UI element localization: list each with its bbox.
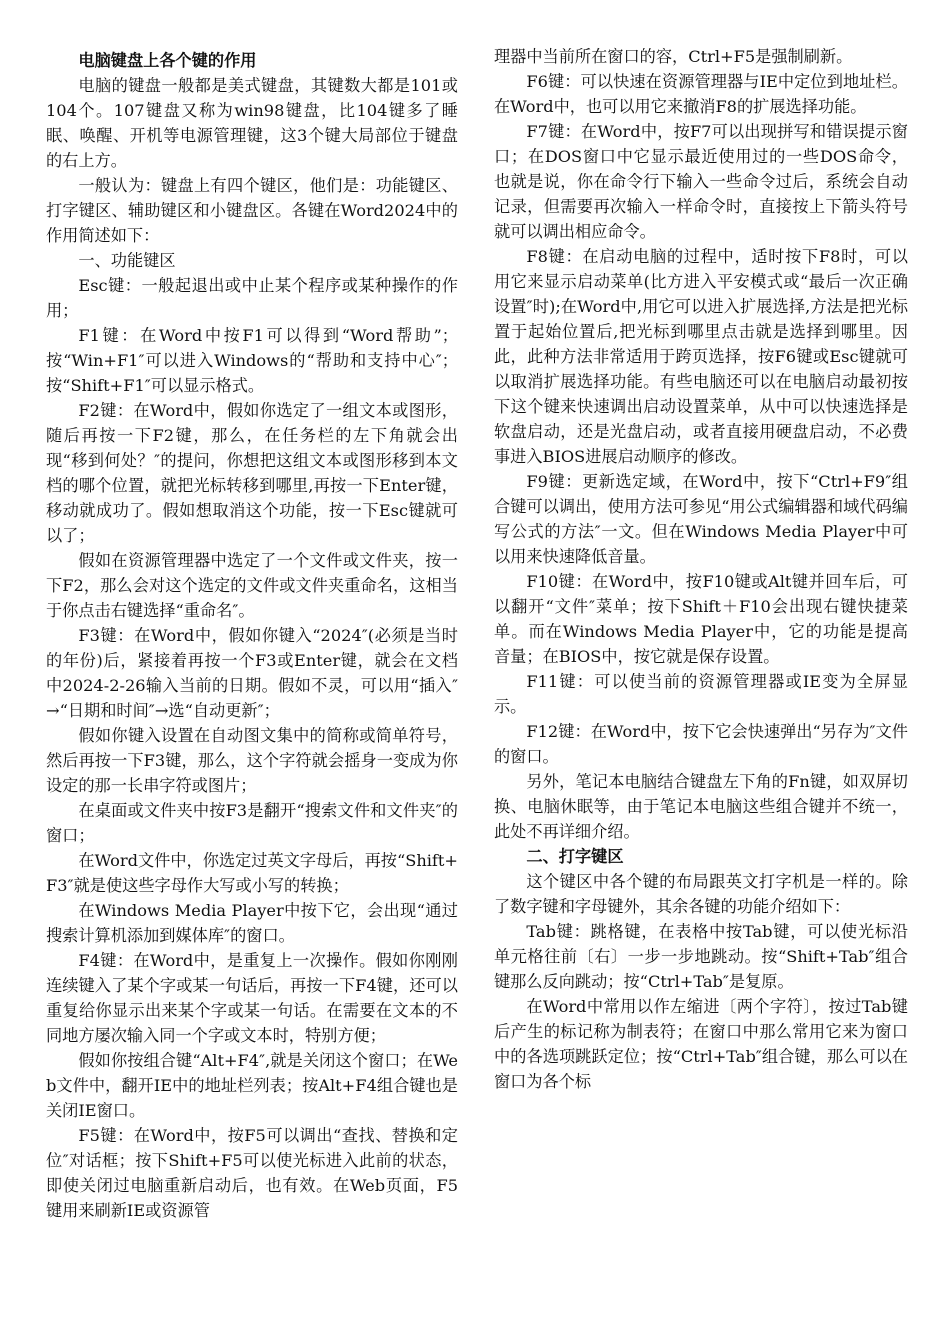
paragraph: F3键：在Word中，假如你键入“2024″(必须是当时的年份)后，紧接着再按一个F3或Enter键，就会在文档中2024-2-26输入当前的日期。假如不灵，可以用“插入″→“日期和时间″→选“自动更新″； xyxy=(46,626,458,720)
section-heading: 一、功能键区 xyxy=(78,251,176,270)
paragraph: F7键：在Word中，按F7可以出现拼写和错误提示窗口；在DOS窗口中它显示最近使用过的一些DOS命令，也就是说，你在命令行下输入一些命令过后，系统会自动记录，但需要再次输入一样命令时，直接按上下箭头符号就可以调出相应命令。 xyxy=(494,122,908,241)
right-column xyxy=(494,44,908,1094)
paragraph: F2键：在Word中，假如你选定了一组文本或图形，随后再按一下F2键，那么，在任务栏的左下角就会出现“移到何处？″的提问，你想把这组文本或图形移到本文档的哪个位置，就把光标转移到哪里,再按一下Enter键，移动就成功了。假如想取消这个功能，按一下Esc键就可以了； xyxy=(46,401,458,545)
paragraph: 电脑的键盘一般都是美式键盘，其键数大都是101或104个。107键盘又称为win98键盘，比104键多了睡眠、唤醒、开机等电源管理键，这3个键大局部位于键盘的右上方。 xyxy=(46,76,458,170)
paragraph: 这个键区中各个键的布局跟英文打字机是一样的。除了数字键和字母键外，其余各键的功能介绍如下： xyxy=(494,872,908,916)
paragraph: F12键：在Word中，按下它会快速弹出“另存为″文件的窗口。 xyxy=(494,722,908,766)
paragraph: F10键：在Word中，按F10键或Alt键并回车后，可以翻开“文件″菜单；按下Shift＋F10会出现右键快捷菜单。而在Windows Media Player中，它的功能是提高音量；在BIOS中，按它就是保存设置。 xyxy=(494,572,908,666)
paragraph: F5键：在Word中，按F5可以调出“查找、替换和定位″对话框；按下Shift+F5可以使光标进入此前的状态，即使关闭过电脑重新启动后，也有效。在Web页面，F5键用来刷新IE或资源管 xyxy=(46,1126,458,1220)
left-column xyxy=(46,48,458,1223)
paragraph: F1键：在Word中按F1可以得到“Word帮助”；按“Win+F1″可以进入Windows的“帮助和支持中心″；按“Shift+F1″可以显示格式。 xyxy=(46,326,458,395)
paragraph: 假如你按组合键“Alt+F4″,就是关闭这个窗口；在Web文件中，翻开IE中的地址栏列表；按Alt+F4组合键也是关闭IE窗口。 xyxy=(46,1051,458,1120)
paragraph: 一般认为：键盘上有四个键区，他们是：功能键区、打字键区、辅助键区和小键盘区。各键在Word2024中的作用简述如下： xyxy=(46,176,458,245)
section-heading: 二、打字键区 xyxy=(526,847,624,866)
paragraph: 在Word中常用以作左缩进〔两个字符〕，按过Tab键后产生的标记称为制表符；在窗口中那么常用它来为窗口中的各选项跳跃定位；按“Ctrl+Tab″组合键，那么可以在窗口为各个标 xyxy=(494,997,908,1091)
document-title: 电脑键盘上各个键的作用 xyxy=(78,51,257,70)
paragraph: F9键：更新选定域，在Word中，按下“Ctrl+F9″组合键可以调出，使用方法可参见“用公式编辑器和域代码编写公式的方法″一文。但在Windows Media Player中可以用来快速降低音量。 xyxy=(494,472,908,566)
paragraph: 在Windows Media Player中按下它，会出现“通过搜索计算机添加到媒体库″的窗口。 xyxy=(46,901,458,945)
paragraph: Esc键：一般起退出或中止某个程序或某种操作的作用； xyxy=(46,276,458,320)
paragraph: 假如在资源管理器中选定了一个文件或文件夹，按一下F2，那么会对这个选定的文件或文件夹重命名，这相当于你点击右键选择“重命名″。 xyxy=(46,551,458,620)
paragraph: 另外，笔记本电脑结合键盘左下角的Fn键，如双屏切换、电脑休眠等，由于笔记本电脑这些组合键并不统一，此处不再详细介绍。 xyxy=(494,772,908,841)
paragraph: Tab键：跳格键，在表格中按Tab键，可以使光标沿单元格往前〔右〕一步一步地跳动。按“Shift+Tab″组合键那么反向跳动；按“Ctrl+Tab″是复原。 xyxy=(494,922,908,991)
paragraph: F6键：可以快速在资源管理器与IE中定位到地址栏。在Word中，也可以用它来撤消F8的扩展选择功能。 xyxy=(494,72,908,116)
paragraph: 在桌面或文件夹中按F3是翻开“搜索文件和文件夹″的窗口； xyxy=(46,801,458,845)
paragraph: F8键：在启动电脑的过程中，适时按下F8时，可以用它来显示启动菜单(比方进入平安模式或“最后一次正确设置″时);在Word中,用它可以进入扩展选择,方法是把光标置于起始位置后,把光标到哪里点击就是选择到哪里。因此，此种方法非常适用于跨页选择，按F6键或Esc键就可以取消扩展选择功能。有些电脑还可以在电脑启动最初按下这个键来快速调出启动设置菜单，从中可以快速选择是软盘启动，还是光盘启动，或者直接用硬盘启动，不必费事进入BIOS进展启动顺序的修改。 xyxy=(494,247,908,466)
paragraph: F4键：在Word中，是重复上一次操作。假如你刚刚连续键入了某个字或某一句话后，再按一下F4键，还可以重复给你显示出来某个字或某一句话。在需要在文本的不同地方屡次输入同一个字或文本时，特别方便； xyxy=(46,951,458,1045)
paragraph-continuation: 理器中当前所在窗口的容，Ctrl+F5是强制刷新。 xyxy=(494,47,853,66)
paragraph: 假如你键入设置在自动图文集中的简称或简单符号，然后再按一下F3键，那么，这个字符就会摇身一变成为你设定的那一长串字符或图片； xyxy=(46,726,458,795)
paragraph: 在Word文件中，你选定过英文字母后，再按“Shift+F3″就是使这些字母作大写或小写的转换； xyxy=(46,851,458,895)
paragraph: F11键：可以使当前的资源管理器或IE变为全屏显示。 xyxy=(494,672,908,716)
